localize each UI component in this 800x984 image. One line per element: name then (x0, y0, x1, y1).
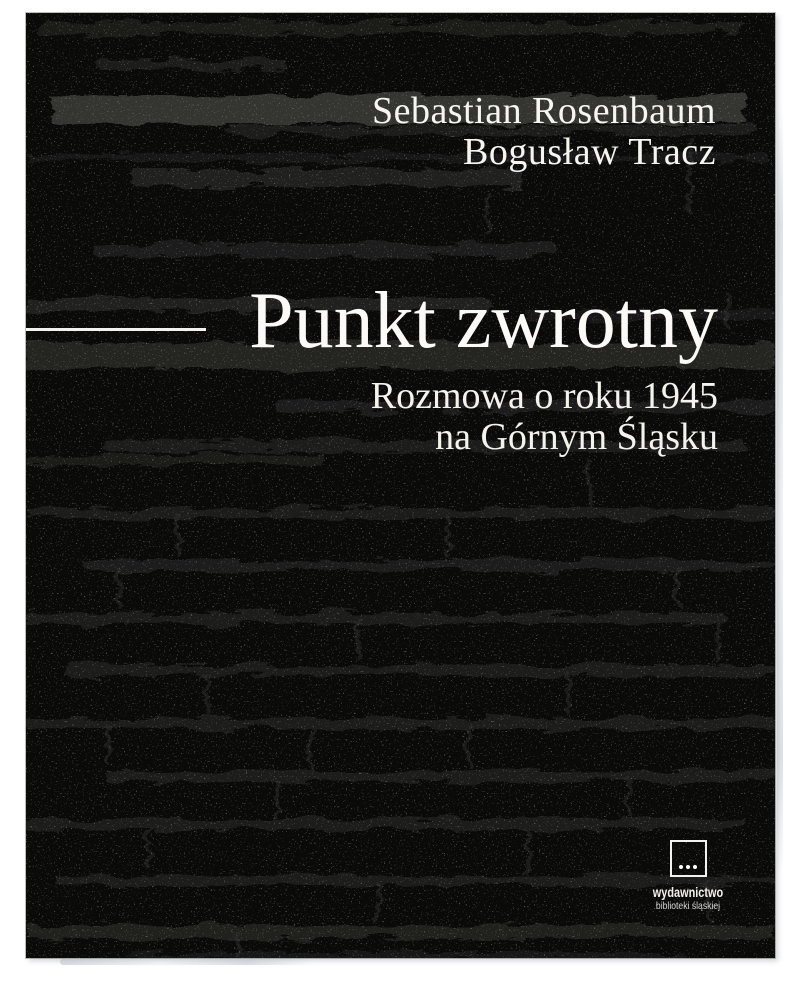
subtitle-line: Rozmowa o roku 1945 (370, 375, 718, 417)
dot-icon (679, 865, 683, 869)
title-rule-line (26, 328, 206, 331)
book-cover (26, 13, 775, 958)
publisher-name: wydawnictwo (652, 884, 724, 900)
publisher-logo-icon (670, 840, 707, 877)
author-name: Bogusław Tracz (463, 131, 716, 173)
publisher-subname: biblioteki śląskiej (655, 900, 721, 912)
three-dots-icon (672, 865, 705, 869)
scan-artifact (60, 959, 310, 965)
dot-icon (686, 865, 690, 869)
dot-icon (693, 865, 697, 869)
publisher-block (622, 840, 754, 912)
author-name: Sebastian Rosenbaum (371, 90, 716, 132)
scan-artifact (777, 110, 783, 870)
book-title: Punkt zwrotny (249, 277, 718, 365)
authors-block (372, 91, 716, 173)
book-subtitle (371, 376, 718, 458)
subtitle-line: na Górnym Śląsku (435, 416, 718, 458)
